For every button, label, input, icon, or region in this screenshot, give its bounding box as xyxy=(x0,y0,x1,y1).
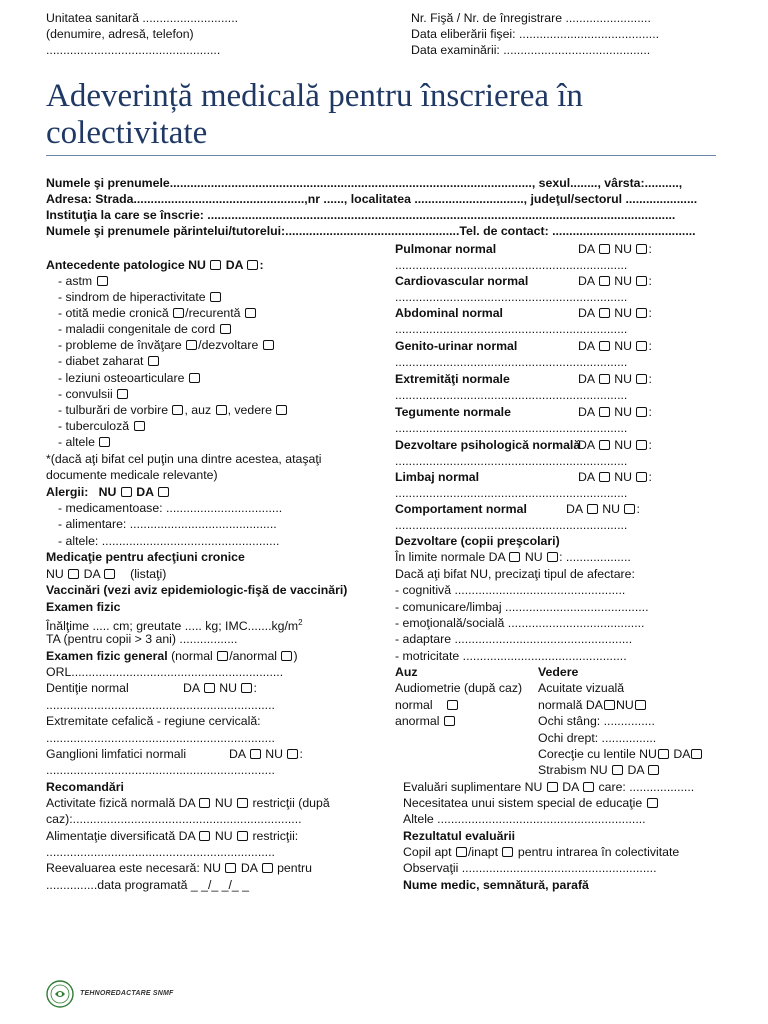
orl-line: ORL.............................................................. xyxy=(46,665,284,679)
limite-nu-checkbox[interactable] xyxy=(547,552,558,562)
issue-date: Data eliberării fişei: ......................................... xyxy=(411,27,660,41)
system-4-nu-checkbox[interactable] xyxy=(636,341,647,351)
copil-apt-line: Copil apt /inapt pentru intrarea în colectivitate xyxy=(403,845,680,859)
altele-checkbox[interactable] xyxy=(99,437,110,447)
medicatie-label: Medicaţie pentru afecţiuni cronice xyxy=(46,550,245,564)
system-7-options: DA NU : xyxy=(578,438,652,452)
system-3-da-checkbox[interactable] xyxy=(599,308,610,318)
in-limite-line: În limite normale DA NU : ................... xyxy=(395,550,631,564)
hiperactivitate-checkbox[interactable] xyxy=(210,292,221,302)
acuitate-line: Acuitate vizuală xyxy=(538,681,625,695)
auz-label: Auz xyxy=(395,665,418,679)
ganglioni-da-checkbox[interactable] xyxy=(250,749,261,759)
strabism-line: Strabism NU DA xyxy=(538,762,660,778)
convulsii-checkbox[interactable] xyxy=(117,389,128,399)
system-1-label: Pulmonar normal xyxy=(395,242,497,256)
unit-dots: ................................................... xyxy=(46,43,221,57)
system-5-label: Extremităţi normale xyxy=(395,372,510,386)
system-8-dots: .................................................................... xyxy=(395,486,628,500)
system-7-dots: .................................................................... xyxy=(395,454,628,468)
system-1-nu-checkbox[interactable] xyxy=(636,244,647,254)
astm-checkbox[interactable] xyxy=(97,276,108,286)
dentitie-dots: ................................................................... xyxy=(46,698,275,712)
system-3-options: DA NU : xyxy=(578,306,652,320)
alergii-da-checkbox[interactable] xyxy=(158,487,169,497)
system-4-label: Genito-urinar normal xyxy=(395,339,518,353)
leziuni-checkbox[interactable] xyxy=(189,373,200,383)
audiometrie-anormal: anormal xyxy=(395,713,456,729)
activitate-nu-checkbox[interactable] xyxy=(237,798,248,808)
corectie-line: Corecţie cu lentile NU DA xyxy=(538,746,703,762)
system-6-dots: .................................................................... xyxy=(395,421,628,435)
antecedente-nu-checkbox[interactable] xyxy=(210,260,221,270)
examen-general-line: Examen fizic general (normal /anormal ) xyxy=(46,649,298,663)
general-normal-checkbox[interactable] xyxy=(217,651,228,661)
ganglioni-options: DA NU : xyxy=(229,747,303,761)
vaccinari-label: Vaccinări (vezi aviz epidemiologic-fişă de vaccinări) xyxy=(46,583,348,597)
dentitie-options: DA NU : xyxy=(183,681,257,695)
system-5-dots: .................................................................... xyxy=(395,388,628,402)
footer-logo-text: TEHNOREDACTARE SNMF xyxy=(80,990,174,997)
ochi-drept-line: Ochi drept: ................ xyxy=(538,731,657,745)
ganglioni-line: Ganglioni limfatici normali xyxy=(46,747,187,761)
note-line-1: *(dacă aţi bifat cel puţin una dintre acestea, ataşaţi xyxy=(46,452,322,466)
medicatie-da-checkbox[interactable] xyxy=(104,569,115,579)
evaluari-line: Evaluări suplimentare NU DA care: ................... xyxy=(403,780,695,794)
note-line-2: documente medicale relevante) xyxy=(46,468,218,482)
evaluari-da-checkbox[interactable] xyxy=(583,782,594,792)
alergii-altele: - altele: .................................................... xyxy=(58,533,279,549)
recomandari-label: Recomandări xyxy=(46,780,124,794)
strabism-da-checkbox[interactable] xyxy=(648,765,659,775)
medicatie-nu-checkbox[interactable] xyxy=(68,569,79,579)
reevaluare-da-checkbox[interactable] xyxy=(262,863,273,873)
examen-fizic-label: Examen fizic xyxy=(46,600,121,614)
rezultatul-label: Rezultatul evaluării xyxy=(403,829,516,843)
system-6-nu-checkbox[interactable] xyxy=(636,407,647,417)
system-5-options: DA NU : xyxy=(578,372,652,386)
altele-line: Altele ............................................................. xyxy=(403,812,646,826)
title-rule xyxy=(46,155,716,156)
dentitie-line: Dentiţie normal xyxy=(46,681,129,695)
dezvoltare-checkbox[interactable] xyxy=(263,340,274,350)
alimentatie-dots: ................................................................... xyxy=(46,845,275,859)
audiometrie-line: Audiometrie (după caz) xyxy=(395,681,523,695)
corectie-nu-checkbox[interactable] xyxy=(658,749,669,759)
tuberculoza-checkbox[interactable] xyxy=(134,421,145,431)
system-4-dots: .................................................................... xyxy=(395,355,628,369)
nume-medic-line: Nume medic, semnătură, parafă xyxy=(403,878,589,892)
system-2-da-checkbox[interactable] xyxy=(599,276,610,286)
extremitate-line: Extremitate cefalică - regiune cervicală: xyxy=(46,714,261,728)
item-tulburari: - tulburări de vorbire , auz , vedere xyxy=(58,402,288,418)
extremitate-dots: ................................................................... xyxy=(46,731,275,745)
necesitatea-line: Necesitatea unui sistem special de educaţie xyxy=(403,795,659,811)
system-3-dots: .................................................................... xyxy=(395,322,628,336)
unit-line: Unitatea sanitară ............................ xyxy=(46,11,239,25)
system-1-dots: .................................................................... xyxy=(395,258,628,272)
snmf-logo-icon xyxy=(46,980,74,1008)
system-3-label: Abdominal normal xyxy=(395,306,503,320)
afectare-motricitate: - motricitate ................................................ xyxy=(395,648,627,664)
afectare-adaptare: - adaptare .................................................... xyxy=(395,631,632,647)
alergii-label: Alergii: NU DA xyxy=(46,484,170,500)
dentitie-nu-checkbox[interactable] xyxy=(241,683,252,693)
alimentatie-da-checkbox[interactable] xyxy=(199,831,210,841)
record-number: Nr. Fişă / Nr. de înregistrare ......................... xyxy=(411,11,651,25)
item-hiperactivitate: - sindrom de hiperactivitate xyxy=(58,289,222,305)
data-programata-line: ...............data programată _ _/_ _/_ _ xyxy=(46,878,250,892)
exam-date: Data examinării: ........................................... xyxy=(411,43,651,57)
apt-checkbox[interactable] xyxy=(456,847,467,857)
dezvoltare-label: Dezvoltare (copii preşcolari) xyxy=(395,534,560,548)
reevaluare-line: Reevaluarea este necesară: NU DA pentru xyxy=(46,861,312,875)
alergii-alimentare: - alimentare: ........................................... xyxy=(58,516,277,532)
item-convulsii: - convulsii xyxy=(58,386,129,402)
reevaluare-nu-checkbox[interactable] xyxy=(225,863,236,873)
alimentatie-nu-checkbox[interactable] xyxy=(237,831,248,841)
dentitie-da-checkbox[interactable] xyxy=(204,683,215,693)
system-8-nu-checkbox[interactable] xyxy=(636,472,647,482)
acuitate-nu-checkbox[interactable] xyxy=(635,700,646,710)
item-otita: - otită medie cronică /recurentă xyxy=(58,305,257,321)
activitate-da-checkbox[interactable] xyxy=(199,798,210,808)
unit-desc: (denumire, adresă, telefon) xyxy=(46,27,194,41)
system-9-label: Comportament normal xyxy=(395,502,527,516)
system-8-label: Limbaj normal xyxy=(395,470,480,484)
system-1-da-checkbox[interactable] xyxy=(599,244,610,254)
activitate-line: Activitate fizică normală DA NU restricţii (după xyxy=(46,796,330,810)
inaltime-line: Înălţime ..... cm; greutate ..... kg; $IMC.......kg/m^2$ xyxy=(46,618,303,634)
system-7-da-checkbox[interactable] xyxy=(599,440,610,450)
system-2-options: DA NU : xyxy=(578,274,652,288)
system-4-options: DA NU : xyxy=(578,339,652,353)
ochi-stang-line: Ochi stâng: ............... xyxy=(538,714,655,728)
system-9-da-checkbox[interactable] xyxy=(587,504,598,514)
caz-line: caz):................................................................... xyxy=(46,812,302,826)
system-2-dots: .................................................................... xyxy=(395,290,628,304)
educatie-checkbox[interactable] xyxy=(647,798,658,808)
afectare-comunicare: - comunicare/limbaj .......................................... xyxy=(395,599,649,615)
otita-recurenta-checkbox[interactable] xyxy=(245,308,256,318)
alimentatie-line: Alimentaţie diversificată DA NU restricţii: xyxy=(46,829,299,843)
system-6-label: Tegumente normale xyxy=(395,405,511,419)
system-6-da-checkbox[interactable] xyxy=(599,407,610,417)
item-cord: - maladii congenitale de cord xyxy=(58,321,232,337)
acuitate-da-checkbox[interactable] xyxy=(604,700,615,710)
observatii-line: Observaţii ......................................................... xyxy=(403,861,657,875)
system-1-options: DA NU : xyxy=(578,242,652,256)
daca-nu-line: Dacă aţi bifat NU, precizaţi tipul de afectare: xyxy=(395,567,635,581)
system-9-nu-checkbox[interactable] xyxy=(624,504,635,514)
vedere-checkbox[interactable] xyxy=(276,405,287,415)
item-astm: - astm xyxy=(58,273,109,289)
afectare-cognitiva: - cognitivă .................................................. xyxy=(395,582,625,598)
limite-da-checkbox[interactable] xyxy=(509,552,520,562)
afectare-emotionala: - emoţională/socială ........................................ xyxy=(395,615,644,631)
system-9-options: DA NU : xyxy=(566,502,640,516)
field-name: Numele şi prenumele.........................................................................................................., sexul........, vârsta:.........., xyxy=(46,176,683,190)
item-leziuni: - leziuni osteoarticulare xyxy=(58,370,201,386)
antecedente-label: Antecedente patologice NU DA : xyxy=(46,258,264,272)
vedere-label: Vedere xyxy=(538,665,579,679)
diabet-checkbox[interactable] xyxy=(148,356,159,366)
field-address: Adresa: Strada..................................................,nr ......, localitatea ................................, judeţul/sectorul ..................... xyxy=(46,192,698,206)
inapt-checkbox[interactable] xyxy=(502,847,513,857)
medicatie-options: NU DA (listaţi) xyxy=(46,567,167,581)
item-tuberculoza: - tuberculoză xyxy=(58,418,146,434)
ganglioni-dots: ................................................................... xyxy=(46,763,275,777)
audiometrie-normal: normal xyxy=(395,697,459,713)
auz-normal-checkbox[interactable] xyxy=(447,700,458,710)
antecedente-da-checkbox[interactable] xyxy=(247,260,258,270)
system-5-nu-checkbox[interactable] xyxy=(636,374,647,384)
item-invatare: - probleme de învăţare /dezvoltare xyxy=(58,337,275,353)
invatare-checkbox[interactable] xyxy=(186,340,197,350)
general-anormal-checkbox[interactable] xyxy=(281,651,292,661)
acuitate-normala: normală DA NU xyxy=(538,697,647,713)
cord-checkbox[interactable] xyxy=(220,324,231,334)
system-7-label: Dezvoltare psihologică normală xyxy=(395,438,581,452)
alergii-nu-checkbox[interactable] xyxy=(121,487,132,497)
ganglioni-nu-checkbox[interactable] xyxy=(287,749,298,759)
auz-checkbox[interactable] xyxy=(216,405,227,415)
corectie-da-checkbox[interactable] xyxy=(691,749,702,759)
document-title: Adeverință medicală pentru înscrierea în colectivitate xyxy=(46,78,583,151)
evaluari-nu-checkbox[interactable] xyxy=(547,782,558,792)
ta-line: TA (pentru copii > 3 ani) ................. xyxy=(46,632,238,646)
system-6-options: DA NU : xyxy=(578,405,652,419)
system-2-label: Cardiovascular normal xyxy=(395,274,529,288)
field-institution: Instituţia la care se înscrie: ......................................................................................................................................... xyxy=(46,208,676,222)
item-altele: - altele xyxy=(58,434,111,450)
system-9-dots: .................................................................... xyxy=(395,518,628,532)
field-parent: Numele şi prenumele părintelui/tutorelui:...................................................Tel. de contact: .......................................... xyxy=(46,224,696,238)
system-3-nu-checkbox[interactable] xyxy=(636,308,647,318)
alergii-medicamentoase: - medicamentoase: .................................. xyxy=(58,500,282,516)
otita-checkbox[interactable] xyxy=(173,308,184,318)
system-7-nu-checkbox[interactable] xyxy=(636,440,647,450)
system-8-da-checkbox[interactable] xyxy=(599,472,610,482)
item-diabet: - diabet zaharat xyxy=(58,353,160,369)
strabism-nu-checkbox[interactable] xyxy=(612,765,623,775)
system-8-options: DA NU : xyxy=(578,470,652,484)
auz-anormal-checkbox[interactable] xyxy=(444,716,455,726)
system-4-da-checkbox[interactable] xyxy=(599,341,610,351)
system-5-da-checkbox[interactable] xyxy=(599,374,610,384)
system-2-nu-checkbox[interactable] xyxy=(636,276,647,286)
vorbire-checkbox[interactable] xyxy=(172,405,183,415)
